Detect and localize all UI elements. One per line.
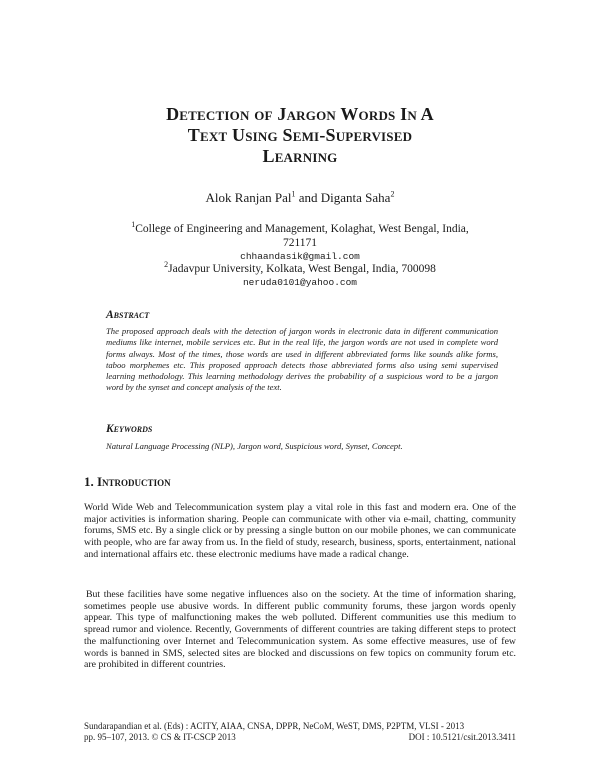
author-1-sup: 1 (291, 189, 296, 199)
affiliation-2-text: Jadavpur University, Kolkata, West Bengal, India, 700098 (168, 263, 436, 275)
author-2: Diganta Saha (320, 190, 391, 205)
footer-line-1: Sundarapandian et al. (Eds) : ACITY, AIAA, CNSA, DPPR, NeCoM, WeST, DMS, P2PTM, VLSI - 2013 (84, 721, 465, 731)
email-2: neruda0101@yahoo.com (242, 277, 358, 288)
intro-paragraph-2: But these facilities have some negative influences also on the society. At the time of information sharing, sometimes people use abusive words. In different public community forums, these jargon words openly appear. This type of malfunctioning makes the web polluted. Different communities use this medium to spread rumor and violence. Recently, Governments of different countries are taking different steps to protect the malfunctioning over Internet and Telecommunication system. As some effective measures, use of few words is banned in SMS, selected sites are blocked and discussions on few topics on community forum etc. are prohibited in different countries. (84, 589, 516, 671)
affiliation-2-sup: 2 (164, 260, 169, 270)
author-1: Alok Ranjan Pal (205, 190, 292, 205)
affiliation-1-line-2: 721171 (282, 237, 318, 249)
page-footer (84, 721, 516, 743)
keywords-heading: Keywords (106, 423, 153, 435)
keywords-text: Natural Language Processing (NLP), Jargon word, Suspicious word, Synset, Concept. (106, 441, 403, 451)
title-line-1: Detection of Jargon Words In A (166, 104, 434, 124)
author-line (100, 190, 500, 206)
section-heading-introduction: 1. Introduction (84, 474, 171, 489)
affiliation-2 (90, 262, 510, 276)
abstract-text: The proposed approach deals with the detection of jargon words in electronic data in different communication mediums like internet, mobile services etc. But in the real life, the jargon words are not used in complete word forms always. Most of the times, those words are used in different abbreviated forms like sounds alike forms, taboo morphemes etc. This proposed approach detects those abbreviated forms also using semi supervised learning methodology. This learning methodology derives the probability of a suspicious word to be a jargon word by the synset and concept analysis of the text. (106, 326, 498, 393)
paper-title (60, 104, 540, 167)
affiliation-1-sup: 1 (131, 220, 136, 230)
intro-paragraph-1: World Wide Web and Telecommunication system play a vital role in this fast and modern era. One of the major activities is information sharing. People can communicate with other via e-mail, chatting, community forums, SMS etc. By a single click or by pressing a single button on our mobile phones, we can communicate with people, who are far away from us. In the field of study, research, business, sports, entertainment, national and international affairs etc. these electronic mediums have made a radical change. (84, 502, 516, 560)
author-connector: and (295, 190, 321, 205)
email-1: chhaandasik@gmail.com (240, 251, 360, 262)
author-2-sup: 2 (390, 189, 395, 199)
title-line-2: Text Using Semi-Supervised (187, 125, 413, 145)
footer-line-2 (84, 732, 516, 743)
affiliation-1 (90, 222, 510, 250)
footer-pages: pp. 95–107, 2013. © CS & IT-CSCP 2013 (84, 732, 236, 742)
title-line-3: Learning (262, 146, 338, 166)
abstract-heading: Abstract (106, 309, 150, 321)
affiliation-1-line-1: College of Engineering and Management, Kolaghat, West Bengal, India, (135, 223, 469, 235)
footer-doi: DOI : 10.5121/csit.2013.3411 (408, 732, 516, 742)
